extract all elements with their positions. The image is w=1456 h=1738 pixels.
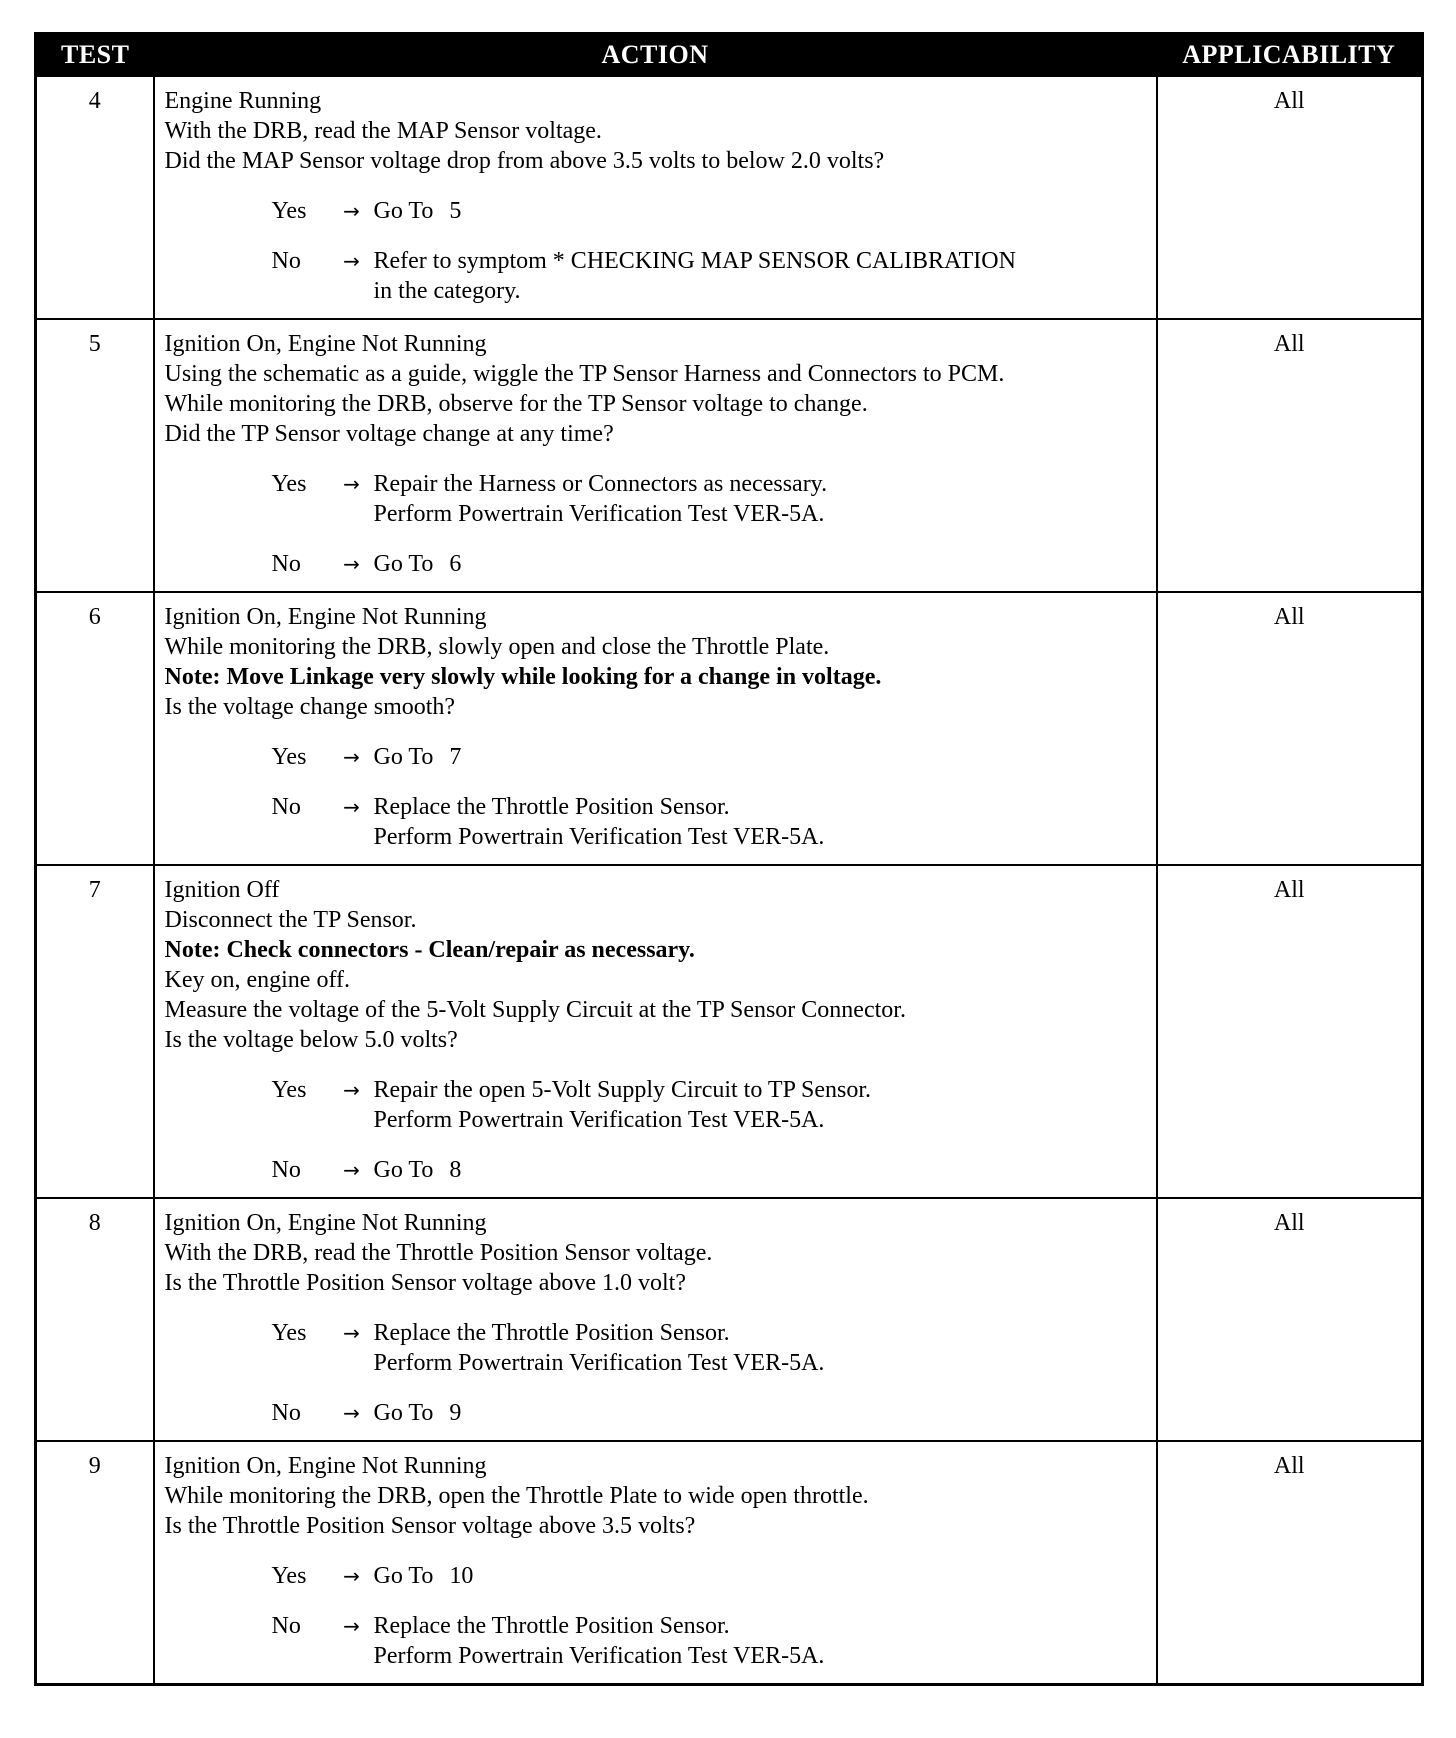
outcome-text: Perform Powertrain Verification Test VER-5A.	[373, 1107, 825, 1133]
no-outcome	[374, 1155, 1148, 1185]
outcome-text: Repair the open 5-Volt Supply Circuit to TP Sensor.	[373, 1077, 872, 1103]
applicability-value: All	[1157, 592, 1423, 865]
note-text: Note: Move Linkage very slowly while looking for a change in voltage.	[164, 664, 882, 690]
goto-test-number: 9	[449, 1400, 462, 1426]
yes-label: Yes	[271, 1320, 307, 1346]
no-outcome	[374, 246, 1148, 306]
step-text: Is the Throttle Position Sensor voltage above 1.0 volt?	[164, 1270, 686, 1296]
action-steps	[165, 329, 1148, 449]
no-outcome	[374, 1611, 1148, 1671]
yes-outcome	[374, 1318, 1148, 1378]
no-result	[165, 1398, 1148, 1428]
no-result	[165, 792, 1148, 852]
step-text: Engine Running	[164, 88, 322, 114]
arrow-icon: →	[343, 1158, 360, 1182]
outcome-text: Perform Powertrain Verification Test VER-5A.	[373, 1350, 825, 1376]
no-label: No	[271, 551, 301, 577]
diagnostic-test-table	[34, 32, 1424, 1686]
outcome-text: Replace the Throttle Position Sensor.	[373, 1613, 730, 1639]
yes-result	[165, 742, 1148, 772]
step-text: Measure the voltage of the 5-Volt Supply Circuit at the TP Sensor Connector.	[164, 997, 906, 1023]
action-cell	[154, 865, 1157, 1198]
no-result	[165, 246, 1148, 306]
table-row	[36, 1198, 1423, 1441]
outcome-text: Perform Powertrain Verification Test VER-5A.	[373, 1643, 825, 1669]
step-text: Did the MAP Sensor voltage drop from above 3.5 volts to below 2.0 volts?	[164, 148, 885, 174]
test-number: 9	[36, 1441, 154, 1685]
test-number: 7	[36, 865, 154, 1198]
goto-text: Go To	[373, 744, 434, 770]
arrow-icon: →	[343, 1321, 360, 1345]
table-row	[36, 1441, 1423, 1685]
no-label: No	[271, 1613, 301, 1639]
goto-text: Go To	[373, 1400, 434, 1426]
step-text: With the DRB, read the MAP Sensor voltage.	[164, 118, 602, 144]
table-row	[36, 76, 1423, 319]
no-label: No	[271, 1157, 301, 1183]
goto-text: Go To	[373, 551, 434, 577]
action-cell	[154, 592, 1157, 865]
step-text: Is the voltage change smooth?	[164, 694, 456, 720]
goto-text: Go To	[373, 1563, 434, 1589]
arrow-icon: →	[343, 1078, 360, 1102]
no-outcome	[374, 549, 1148, 579]
yes-label: Yes	[271, 198, 307, 224]
goto-text: Go To	[373, 198, 434, 224]
outcome-text: Perform Powertrain Verification Test VER-5A.	[373, 501, 825, 527]
goto-text: Go To	[373, 1157, 434, 1183]
yes-result	[165, 1318, 1148, 1378]
no-label: No	[271, 1400, 301, 1426]
action-steps	[165, 1451, 1148, 1541]
outcome-text: Replace the Throttle Position Sensor.	[373, 1320, 730, 1346]
test-number: 4	[36, 76, 154, 319]
step-text: Did the TP Sensor voltage change at any time?	[164, 421, 614, 447]
header-row	[36, 34, 1423, 77]
step-text: Disconnect the TP Sensor.	[164, 907, 417, 933]
applicability-value: All	[1157, 1441, 1423, 1685]
arrow-icon: →	[343, 795, 360, 819]
test-number: 5	[36, 319, 154, 592]
step-text: Ignition Off	[164, 877, 280, 903]
step-text: Ignition On, Engine Not Running	[164, 1210, 487, 1236]
outcome-text: in the category.	[373, 278, 521, 304]
table-row	[36, 592, 1423, 865]
yes-label: Yes	[271, 744, 307, 770]
goto-test-number: 8	[449, 1157, 462, 1183]
action-steps	[165, 1208, 1148, 1298]
arrow-icon: →	[343, 249, 360, 273]
step-text: Is the Throttle Position Sensor voltage above 3.5 volts?	[164, 1513, 696, 1539]
applicability-value: All	[1157, 76, 1423, 319]
goto-test-number: 10	[449, 1563, 474, 1589]
note-text: Note: Check connectors - Clean/repair as necessary.	[164, 937, 695, 963]
arrow-icon: →	[343, 199, 360, 223]
no-result	[165, 1155, 1148, 1185]
outcome-text: Replace the Throttle Position Sensor.	[373, 794, 730, 820]
outcome-text: Perform Powertrain Verification Test VER-5A.	[373, 824, 825, 850]
action-steps	[165, 602, 1148, 722]
arrow-icon: →	[343, 552, 360, 576]
yes-outcome	[374, 742, 1148, 772]
yes-outcome	[374, 1075, 1148, 1135]
table-row	[36, 865, 1423, 1198]
arrow-icon: →	[343, 472, 360, 496]
outcome-text: Refer to symptom * CHECKING MAP SENSOR CALIBRATION	[373, 248, 1016, 274]
step-text: Ignition On, Engine Not Running	[164, 604, 487, 630]
step-text: Using the schematic as a guide, wiggle the TP Sensor Harness and Connectors to PCM.	[164, 361, 1005, 387]
test-number: 8	[36, 1198, 154, 1441]
step-text: Ignition On, Engine Not Running	[164, 331, 487, 357]
action-cell	[154, 319, 1157, 592]
step-text: While monitoring the DRB, slowly open and close the Throttle Plate.	[164, 634, 830, 660]
applicability-value: All	[1157, 319, 1423, 592]
yes-outcome	[374, 469, 1148, 529]
goto-test-number: 7	[449, 744, 462, 770]
yes-outcome	[374, 196, 1148, 226]
action-cell	[154, 1198, 1157, 1441]
applicability-value: All	[1157, 1198, 1423, 1441]
step-text: While monitoring the DRB, observe for the TP Sensor voltage to change.	[164, 391, 868, 417]
table-row	[36, 319, 1423, 592]
no-outcome	[374, 1398, 1148, 1428]
yes-result	[165, 1075, 1148, 1135]
no-result	[165, 1611, 1148, 1671]
yes-outcome	[374, 1561, 1148, 1591]
action-cell	[154, 1441, 1157, 1685]
table-body	[36, 76, 1423, 1685]
no-label: No	[271, 794, 301, 820]
outcome-text: Repair the Harness or Connectors as necessary.	[373, 471, 828, 497]
arrow-icon: →	[343, 1564, 360, 1588]
arrow-icon: →	[343, 1614, 360, 1638]
test-number: 6	[36, 592, 154, 865]
yes-result	[165, 196, 1148, 226]
arrow-icon: →	[343, 745, 360, 769]
no-outcome	[374, 792, 1148, 852]
step-text: With the DRB, read the Throttle Position Sensor voltage.	[164, 1240, 713, 1266]
applicability-value: All	[1157, 865, 1423, 1198]
arrow-icon: →	[343, 1401, 360, 1425]
step-text: Key on, engine off.	[164, 967, 351, 993]
action-steps	[165, 875, 1148, 1055]
header-test: TEST	[36, 34, 154, 77]
yes-label: Yes	[271, 1077, 307, 1103]
yes-result	[165, 1561, 1148, 1591]
step-text: Ignition On, Engine Not Running	[164, 1453, 487, 1479]
action-steps	[165, 86, 1148, 176]
no-label: No	[271, 248, 301, 274]
step-text: Is the voltage below 5.0 volts?	[164, 1027, 458, 1053]
yes-label: Yes	[271, 1563, 307, 1589]
step-text: While monitoring the DRB, open the Throttle Plate to wide open throttle.	[164, 1483, 869, 1509]
yes-label: Yes	[271, 471, 307, 497]
yes-result	[165, 469, 1148, 529]
action-cell	[154, 76, 1157, 319]
header-applicability: APPLICABILITY	[1157, 34, 1423, 77]
header-action: ACTION	[154, 34, 1157, 77]
goto-test-number: 5	[449, 198, 462, 224]
goto-test-number: 6	[449, 551, 462, 577]
no-result	[165, 549, 1148, 579]
